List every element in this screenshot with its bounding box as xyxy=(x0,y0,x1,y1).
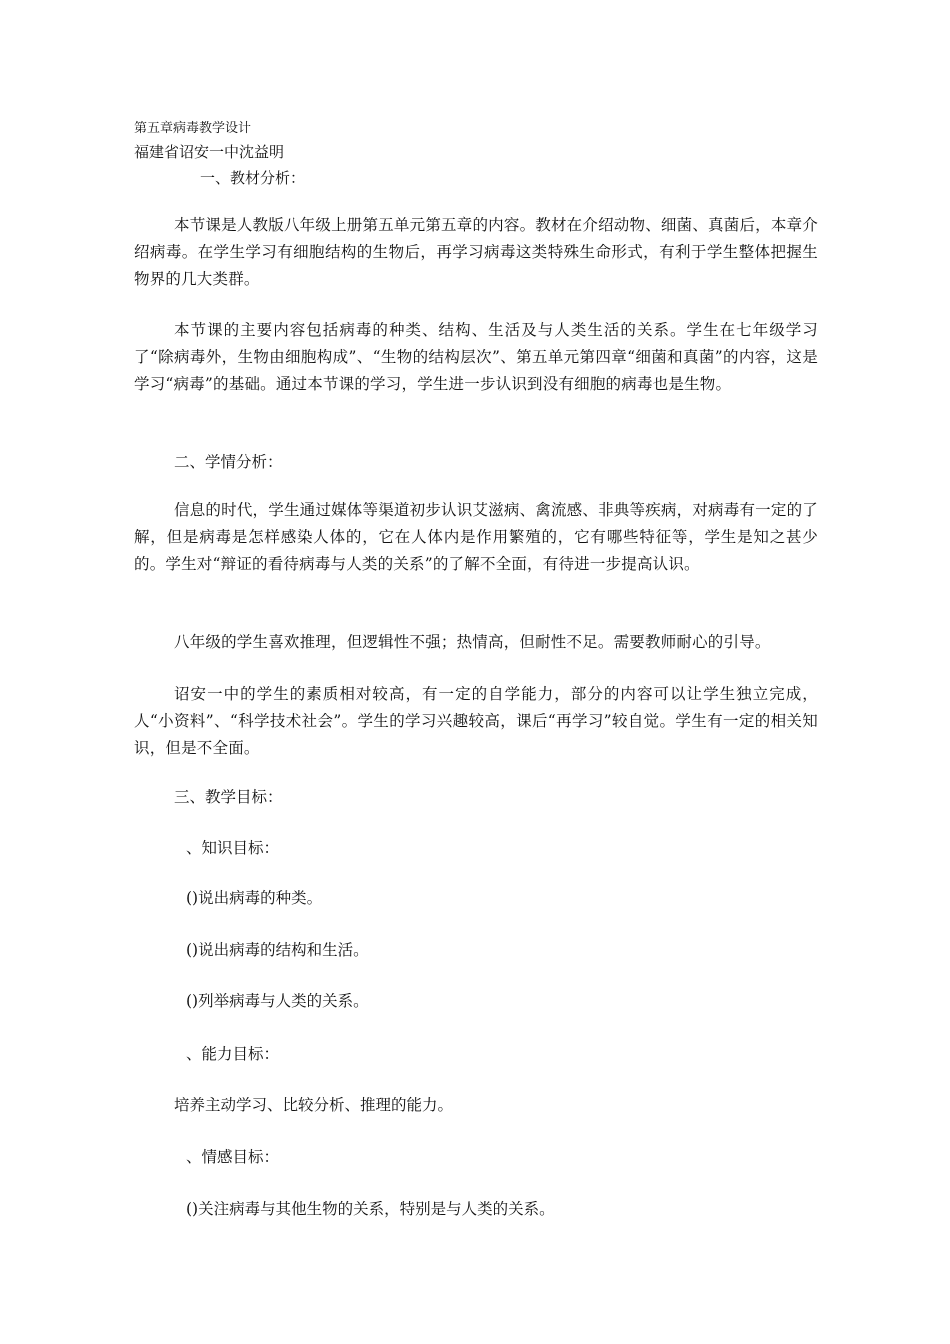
knowledge-goal-item: ()说出病毒的种类。 xyxy=(186,889,323,907)
subheading-ability-goals: 、能力目标： xyxy=(186,1045,280,1063)
ability-goal-text: 培养主动学习、比较分析、推理的能力。 xyxy=(174,1096,454,1114)
document-title: 第五章病毒教学设计 xyxy=(134,121,252,136)
paragraph-student-analysis-3: 诏安一中的学生的素质相对较高，有一定的自学能力，部分的内容可以让学生独立完成，人“小资料”、“科学技术社会”。学生的学习兴趣较高，课后“再学习”较自觉。学生有一定的相关知识，但是不全面。 xyxy=(134,685,818,757)
subheading-emotion-goals: 、情感目标： xyxy=(186,1148,280,1166)
emotion-goal-item: ()关注病毒与其他生物的关系，特别是与人类的关系。 xyxy=(186,1200,555,1218)
paragraph-student-analysis-1: 信息的时代，学生通过媒体等渠道初步认识艾滋病、禽流感、非典等疾病，对病毒有一定的了解，但是病毒是怎样感染人体的，它在人体内是作用繁殖的，它有哪些特征等，学生是知之甚少的。学生对“辩证的看待病毒与人类的关系”的了解不全面，有待进一步提高认识。 xyxy=(134,501,818,573)
paragraph-textbook-analysis-2: 本节课的主要内容包括病毒的种类、结构、生活及与人类生活的关系。学生在七年级学习了“除病毒外，生物由细胞构成”、“生物的结构层次”、第五单元第四章“细菌和真菌”的内容，这是学习“病毒”的基础。通过本节课的学习，学生进一步认识到没有细胞的病毒也是生物。 xyxy=(134,321,818,393)
document-author: 福建省诏安一中沈益明 xyxy=(134,143,285,161)
knowledge-goal-item: ()说出病毒的结构和生活。 xyxy=(186,941,369,959)
paragraph-student-analysis-2: 八年级的学生喜欢推理，但逻辑性不强；热情高，但耐性不足。需要教师耐心的引导。 xyxy=(174,633,771,651)
paragraph-textbook-analysis-1: 本节课是人教版八年级上册第五单元第五章的内容。教材在介绍动物、细菌、真菌后，本章介绍病毒。在学生学习有细胞结构的生物后，再学习病毒这类特殊生命形式，有利于学生整体把握生物界的几大类群。 xyxy=(134,216,818,288)
knowledge-goal-item: ()列举病毒与人类的关系。 xyxy=(186,992,369,1010)
section-heading-teaching-goals: 三、教学目标： xyxy=(174,788,283,806)
section-heading-student-analysis: 二、学情分析： xyxy=(174,453,283,471)
section-heading-textbook-analysis: 一、教材分析： xyxy=(200,169,306,187)
subheading-knowledge-goals: 、知识目标： xyxy=(186,839,280,857)
